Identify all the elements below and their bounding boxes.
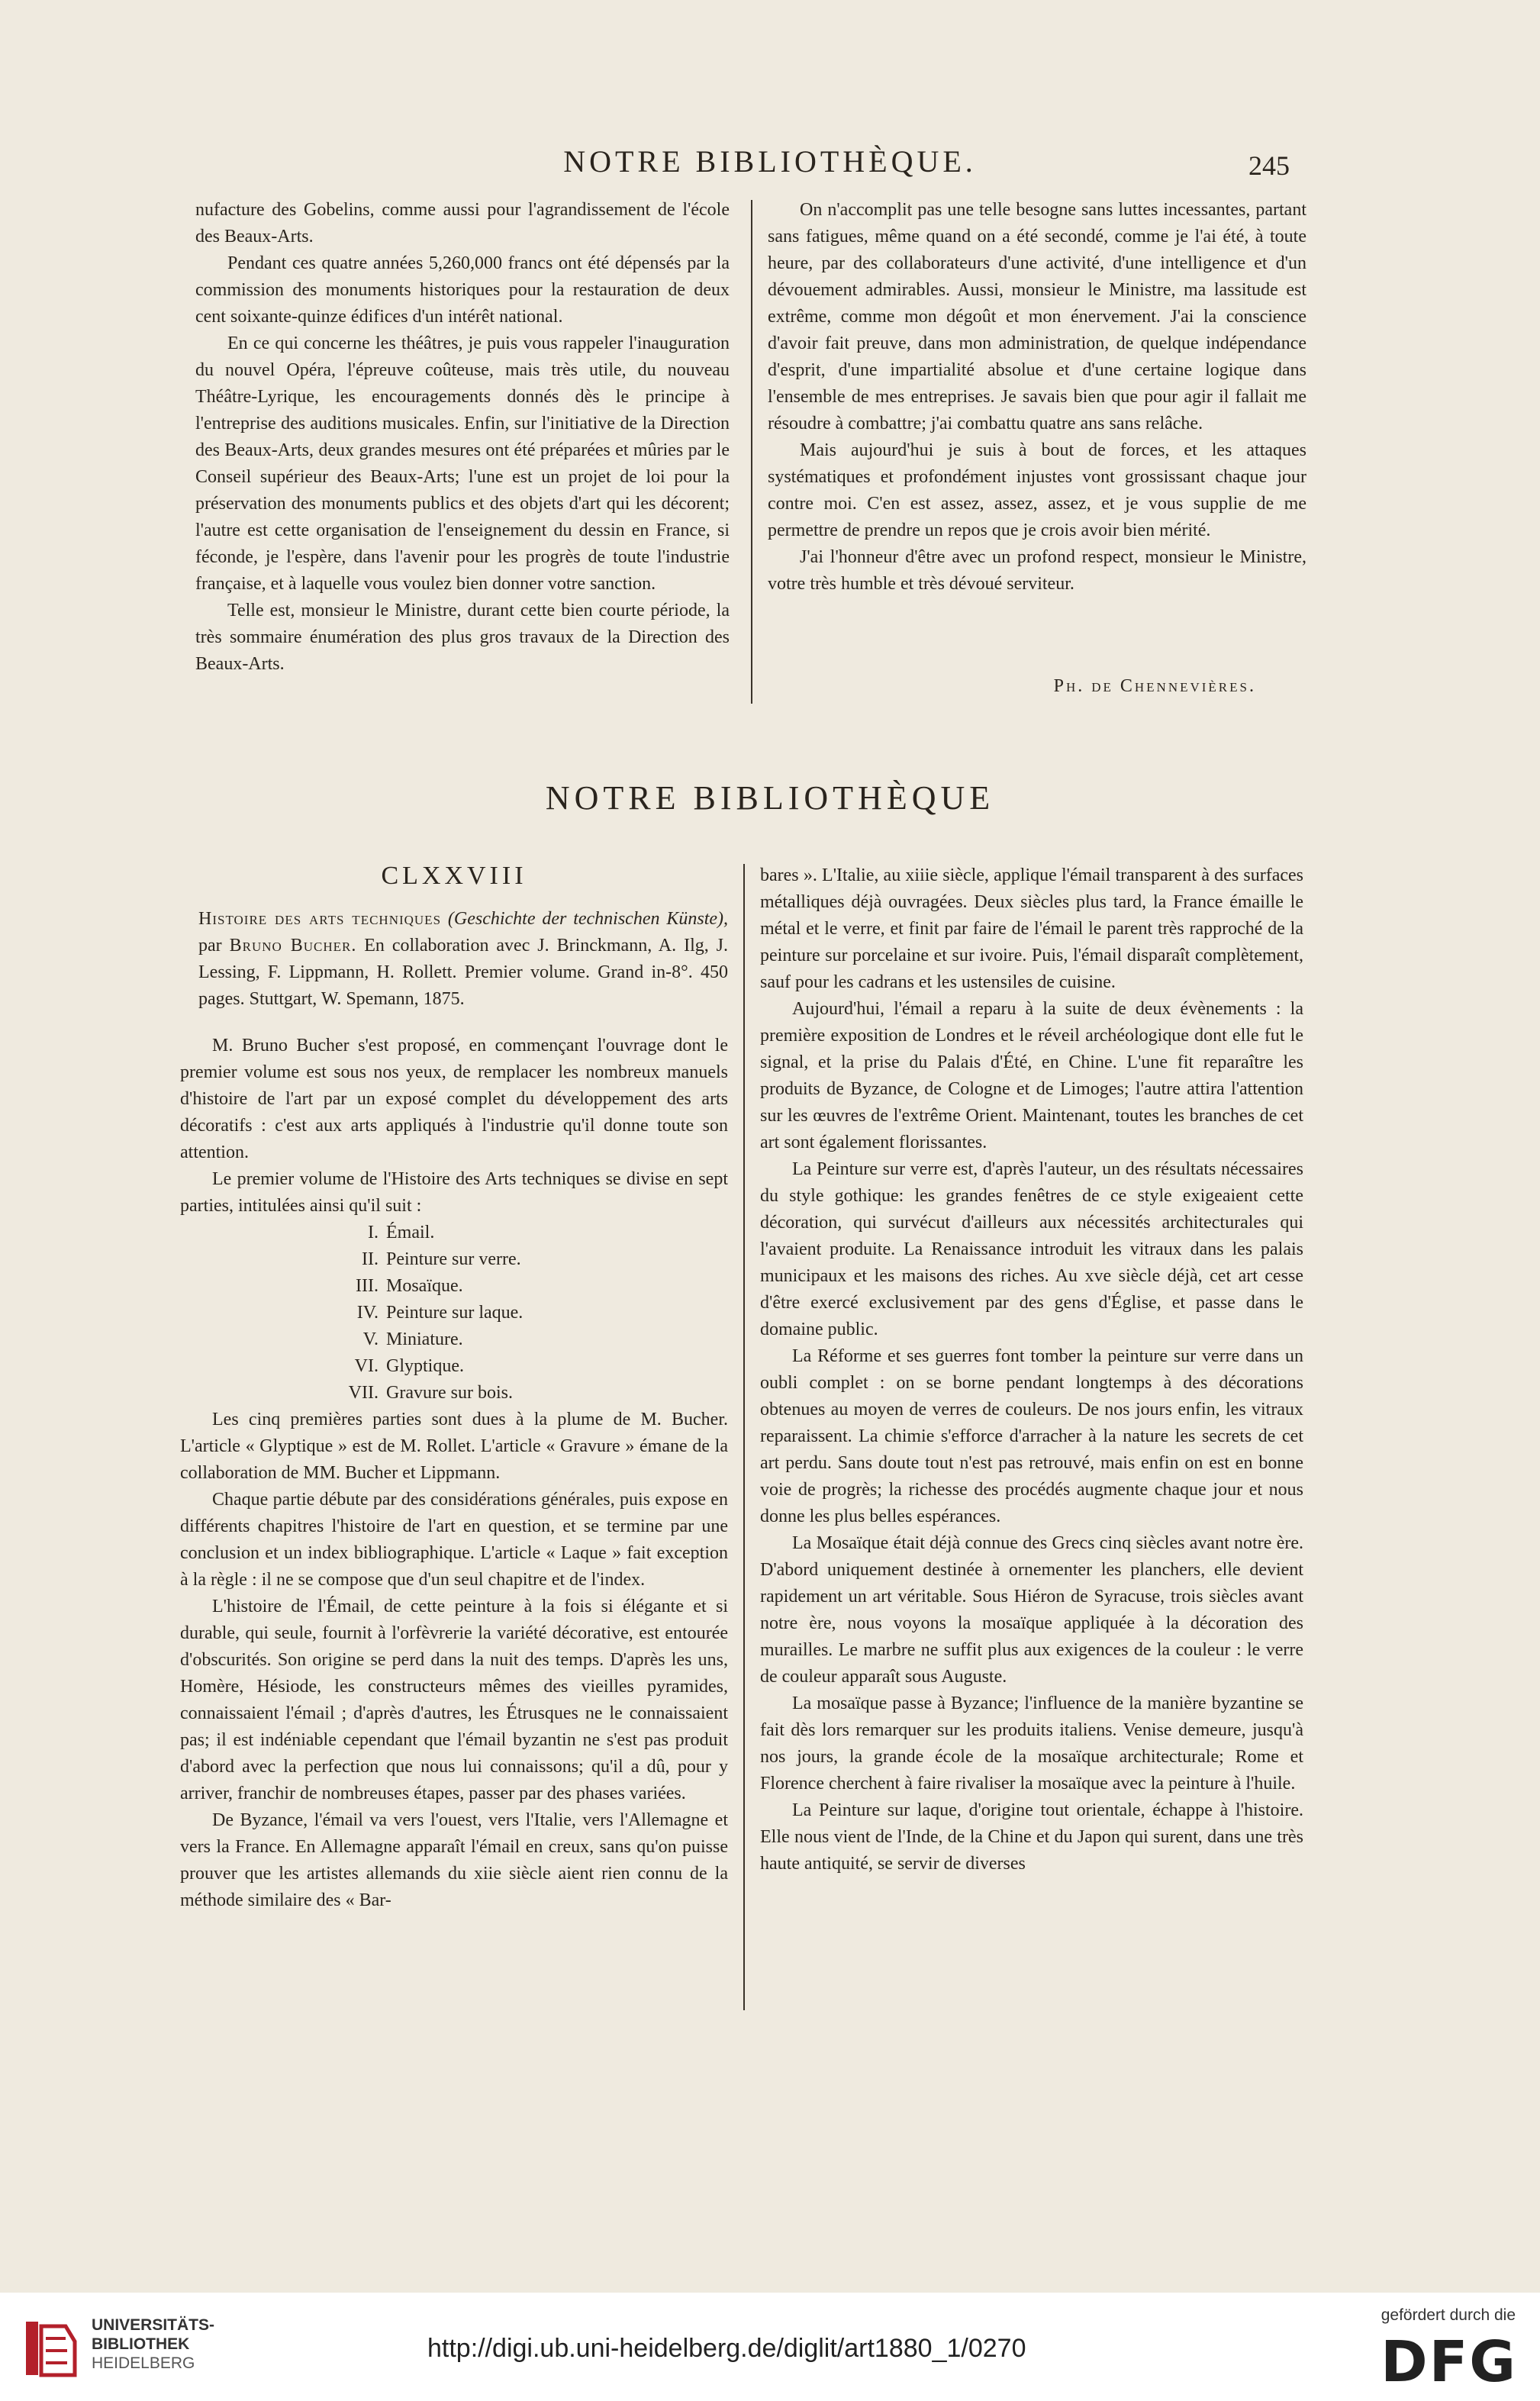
bottom-left-paragraph: Chaque partie débute par des considérations générales, puis expose en différents chapitres l'histoire de l'art en question, et se termine par une conclusion et un index bibliographique. L'article « Laque » fait exception à la règle : il ne se compose que d'un seul chapitre et de l'index. xyxy=(180,1490,728,1590)
funded-by-label: gefördert durch die xyxy=(1381,2306,1516,2324)
biblio-rest: En collaboration avec J. Brinckmann, A. Ilg, J. Lessing, F. Lippmann, H. Rollett. Premier volume. Grand in-8°. 450 pages. Stuttgart, W. Spemann, 1875. xyxy=(198,936,728,1009)
top-right-paragraph: J'ai l'honneur d'être avec un profond respect, monsieur le Ministre, votre très humble et très dévoué serviteur. xyxy=(768,547,1306,594)
toc-item xyxy=(302,1380,728,1407)
toc-item-number: VI. xyxy=(354,1356,379,1376)
toc-item xyxy=(302,1300,728,1326)
toc-item-number: VII. xyxy=(348,1383,379,1403)
bottom-left-intro xyxy=(180,1033,728,1220)
bottom-left-paragraph: Les cinq premières parties sont dues à la plume de M. Bucher. L'article « Glyptique » est de M. Rollet. L'article « Gravure » émane de la collaboration de MM. Bucher et Lippmann. xyxy=(180,1410,728,1483)
bottom-left-column xyxy=(180,858,728,1914)
toc-item-number: II. xyxy=(362,1249,379,1269)
toc-item-label: Peinture sur verre. xyxy=(386,1249,521,1269)
library-name xyxy=(92,2316,214,2373)
toc-item xyxy=(302,1353,728,1380)
toc-item-number: I. xyxy=(368,1223,379,1242)
toc-item xyxy=(302,1220,728,1246)
signature: Ph. de Chennevières. xyxy=(1053,676,1256,696)
top-left-paragraph: Telle est, monsieur le Ministre, durant cette bien courte période, la très sommaire énumération des plus gros travaux de la Direction des Beaux-Arts. xyxy=(195,601,730,674)
bottom-right-paragraph: La Peinture sur laque, d'origine tout orientale, échappe à l'histoire. Elle nous vient de l'Inde, de la Chine et du Japon qui surent, dans une très haute antiquité, se servir de diverses xyxy=(760,1800,1303,1874)
top-left-paragraph: Pendant ces quatre années 5,260,000 francs ont été dépensés par la commission des monuments historiques pour la restauration de deux cent soixante-quinze édifices d'un intérêt national. xyxy=(195,253,730,327)
bottom-left-paragraph: L'histoire de l'Émail, de cette peinture à la fois si élégante et si durable, qui seule, fournit à l'orfèvrerie la variété décorative, est entourée d'obscurités. Son origine se perd dans la nuit des temps. D'après les uns, Homère, Hésiode, les constructeurs mêmes des vieilles pyramides, connaissaient l'émail ; d'après d'autres, les Étrusques ne le connaissaient pas; il est indéniable cependant que l'émail byzantin ne s'est pas produit d'abord avec la perfection que nous lui connaissons; qu'il a dû, pour y arriver, franchir de nombreuses étapes, passer par des phases variées. xyxy=(180,1597,728,1803)
library-name-line3: HEIDELBERG xyxy=(92,2354,195,2372)
section-title: NOTRE BIBLIOTHÈQUE xyxy=(545,779,995,817)
bibliographic-entry xyxy=(180,906,728,1013)
toc-item xyxy=(302,1246,728,1273)
bottom-right-column xyxy=(760,862,1303,1877)
bottom-right-paragraph: La Mosaïque était déjà connue des Grecs cinq siècles avant notre ère. D'abord uniquement destinée à ornementer les planchers, elle devient rapidement un art véritable. Sous Hiéron de Syracuse, trois siècles avant notre ère, nous voyons la mosaïque appliquée à la décoration des murailles. Le marbre ne suffit plus aux exigences de la couleur : le verre de couleur apparaît sous Auguste. xyxy=(760,1533,1303,1687)
toc-item-number: IV. xyxy=(356,1303,379,1323)
top-right-paragraph: On n'accomplit pas une telle besogne sans luttes incessantes, partant sans fatigues, même quand on a été secondé, comme je l'ai été, à toute heure, par des collaborateurs d'une activité, d'une intelligence et d'un dévouement admirables. Aussi, monsieur le Ministre, ma lassitude est extrême, comme mon dégoût et mon énervement. J'ai la conscience d'avoir fait preuve, dans mon administration, de quelque indépendance d'esprit, d'une impartialité absolue et d'une certaine logique dans l'ensemble de mes entreprises. Je savais bien que pour agir il fallait me résoudre à combattre; j'ai combattu quatre ans sans relâche. xyxy=(768,200,1306,433)
toc-item-label: Glyptique. xyxy=(386,1356,464,1376)
toc-item-label: Miniature. xyxy=(386,1329,463,1349)
biblio-german-title: (Geschichte der technischen Künste), xyxy=(447,909,729,929)
biblio-lead: Histoire des arts techniques xyxy=(198,909,442,929)
top-right-paragraph: Mais aujourd'hui je suis à bout de forces, et les attaques systématiques et profondément injustes vont grossissant chaque jour contre moi. C'en est assez, assez, assez, et je vous supplie de me permettre de prendre un repos que je crois avoir bien mérité. xyxy=(768,440,1306,540)
bottom-right-paragraph: La Peinture sur verre est, d'après l'auteur, un des résultats nécessaires du style gothique: les grandes fenêtres de ce style exigeaient cette décoration, qui survécut d'ailleurs aux nécessités architecturales qui l'avaient produite. La Renaissance introduit les vitraux dans les palais municipaux et les maisons des riches. Au xve siècle déjà, cet art cesse d'être exercé exclusivement par des gens d'Église, et passe dans le domaine public. xyxy=(760,1159,1303,1339)
bottom-left-rest xyxy=(180,1407,728,1914)
bottom-left-intro-paragraph: M. Bruno Bucher s'est proposé, en commençant l'ouvrage dont le premier volume est sous nos yeux, de remplacer les nombreux manuels d'histoire de l'art par un exposé complet du développement des arts décoratifs : c'est aux arts appliqués à l'industrie qu'il donne toute son attention. xyxy=(180,1036,728,1162)
running-head: NOTRE BIBLIOTHÈQUE. xyxy=(563,144,977,179)
column-rule-top xyxy=(751,200,752,704)
toc-item xyxy=(302,1273,728,1300)
toc-item-label: Peinture sur laque. xyxy=(386,1303,524,1323)
library-logo-icon xyxy=(21,2316,90,2381)
biblio-author: Bruno Bucher. xyxy=(229,936,357,956)
library-name-line1: UNIVERSITÄTS- xyxy=(92,2316,215,2334)
top-right-column xyxy=(768,197,1306,598)
library-name-line2: BIBLIOTHEK xyxy=(92,2335,190,2353)
top-left-column xyxy=(195,197,730,678)
bottom-left-intro-paragraph: Le premier volume de l'Histoire des Arts techniques se divise en sept parties, intitulées ainsi qu'il suit : xyxy=(180,1169,728,1216)
permalink-url[interactable]: http://digi.ub.uni-heidelberg.de/diglit/art1880_1/0270 xyxy=(427,2334,1026,2363)
toc-item-number: V. xyxy=(362,1329,379,1349)
bottom-right-paragraph: La Réforme et ses guerres font tomber la peinture sur verre dans un oubli complet : on se borne pendant longtemps à des décorations obtenues au moyen de verres de couleurs. De nos jours enfin, les vitraux reparaissent. La chimie s'efforce d'arracher à la nature les secrets de cet art perdu. Sans doute tout n'est pas retrouvé, mais enfin on est en bonne voie de progrès; la richesse des procédés augmente chaque jour et nous donne les plus belles espérances. xyxy=(760,1346,1303,1526)
bottom-left-paragraph: De Byzance, l'émail va vers l'ouest, vers l'Italie, vers l'Allemagne et vers la France. En Allemagne apparaît l'émail en creux, sans qu'on puisse prouver que les artistes allemands du xiie siècle aient rien connu de la méthode similaire des « Bar- xyxy=(180,1810,728,1910)
bottom-right-paragraph: bares ». L'Italie, au xiiie siècle, applique l'émail transparent à des surfaces métalliques déjà ouvragées. Deux siècles plus tard, la France émaille le métal et le verre, et finit par faire de l'émail le parent très rapproché de la peinture sur porcelaine et sur ivoire. Puis, l'émail disparaît complètement, sauf pour les cadrans et les ustensiles de cuisine. xyxy=(760,865,1303,992)
signature-block xyxy=(768,664,1256,700)
dfg-logo: DFG xyxy=(1381,2329,1517,2395)
toc-item-number: III. xyxy=(356,1276,379,1296)
column-rule-bottom xyxy=(743,864,745,2010)
top-left-paragraph: nufacture des Gobelins, comme aussi pour l'agrandissement de l'école des Beaux-Arts. xyxy=(195,200,730,247)
chapter-number: CLXXVIII xyxy=(381,862,527,890)
toc-item-label: Mosaïque. xyxy=(386,1276,463,1296)
toc-item-label: Gravure sur bois. xyxy=(386,1383,513,1403)
bottom-right-paragraph: Aujourd'hui, l'émail a reparu à la suite de deux évènements : la première exposition de Londres et le réveil archéologique dont elle fut le signal, et la prise du Palais d'Été, en Chine. L'une fit reparaître les produits de Byzance, de Cologne et de Limoges; l'autre attira l'attention sur les œuvres de l'extrême Orient. Maintenant, toutes les branches de cet art sont également florissantes. xyxy=(760,999,1303,1152)
toc-item xyxy=(302,1326,728,1353)
table-of-contents xyxy=(180,1220,728,1407)
bottom-right-paragraph: La mosaïque passe à Byzance; l'influence de la manière byzantine se fait dès lors remarquer sur les produits italiens. Venise demeure, jusqu'à nos jours, la grande école de la mosaïque architecturale; Rome et Florence cherchent à faire rivaliser la mosaïque avec la peinture à l'huile. xyxy=(760,1694,1303,1793)
top-left-paragraph: En ce qui concerne les théâtres, je puis vous rappeler l'inauguration du nouvel Opéra, l'épreuve coûteuse, mais très utile, du nouveau Théâtre-Lyrique, les encouragements donnés dès le principe à l'entreprise des auditions musicales. Enfin, sur l'initiative de la Direction des Beaux-Arts, deux grandes mesures ont été préparées et mûries par le Conseil supérieur des Beaux-Arts; l'une est un projet de loi pour la préservation des monuments publics et des objets d'art qui les décorent; l'autre est cette organisation de l'enseignement du dessin en France, si féconde, je l'espère, dans l'avenir pour les progrès de toute l'industrie française, et à laquelle vous voulez bien donner votre sanction. xyxy=(195,334,730,594)
digitization-footer xyxy=(0,2293,1540,2401)
page-number: 245 xyxy=(1248,150,1290,181)
biblio-by: par xyxy=(198,936,222,956)
toc-item-label: Émail. xyxy=(386,1223,435,1242)
